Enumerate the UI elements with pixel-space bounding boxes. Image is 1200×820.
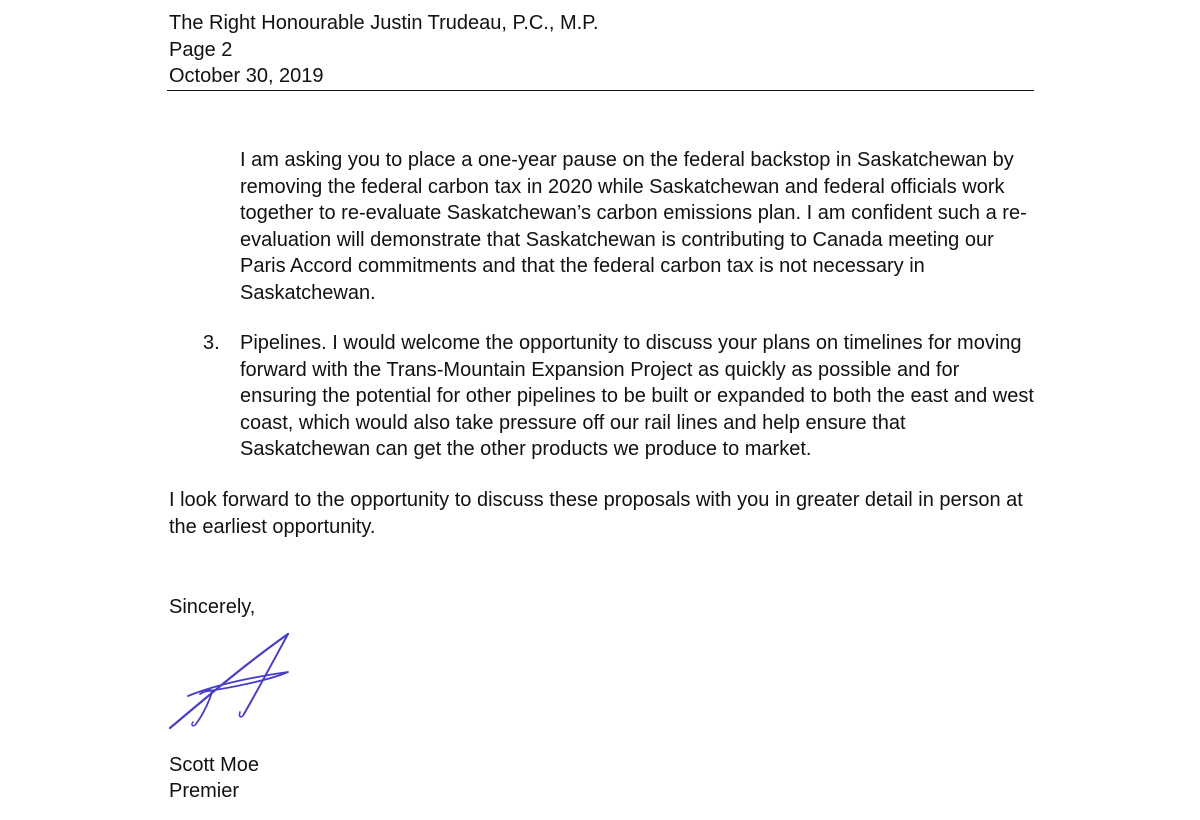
letter-date: October 30, 2019 (169, 65, 324, 87)
pause-paragraph: I am asking you to place a one-year pause on the federal backstop in Saskatchewan by removing the federal carbon tax in 2020 while Saskatchewan and federal officials work together to re-evaluate Saskatchewan’s carbon emissions plan. I am confident such a re-evaluation will demonstrate that Saskatchewan is contributing to Canada meeting our Paris Accord commitments and that the federal carbon tax is not necessary in Saskatchewan. (240, 149, 1027, 304)
signatory-name: Scott Moe (169, 754, 260, 776)
letter-header (169, 10, 1033, 90)
salutation: Sincerely, (169, 596, 256, 618)
signatory-title: Premier (169, 780, 240, 802)
pipelines-paragraph: Pipelines. I would welcome the opportunity to discuss your plans on timelines for moving forward with the Trans-Mountain Expansion Project as quickly as possible and for ensuring the potential for other pipelines to be built or expanded to both the east and west coast, which would also take pressure off our rail lines and help ensure that Saskatchewan can get the other products we produce to market. (240, 332, 1034, 460)
signature (160, 628, 300, 738)
closing-paragraph: I look forward to the opportunity to discuss these proposals with you in greater detail in person at the earliest opportunity. (169, 489, 1023, 538)
recipient-line: The Right Honourable Justin Trudeau, P.C., M.P. (169, 12, 599, 34)
header-divider (167, 90, 1034, 91)
list-number-3: 3. (203, 332, 220, 354)
page-number: Page 2 (169, 38, 233, 61)
